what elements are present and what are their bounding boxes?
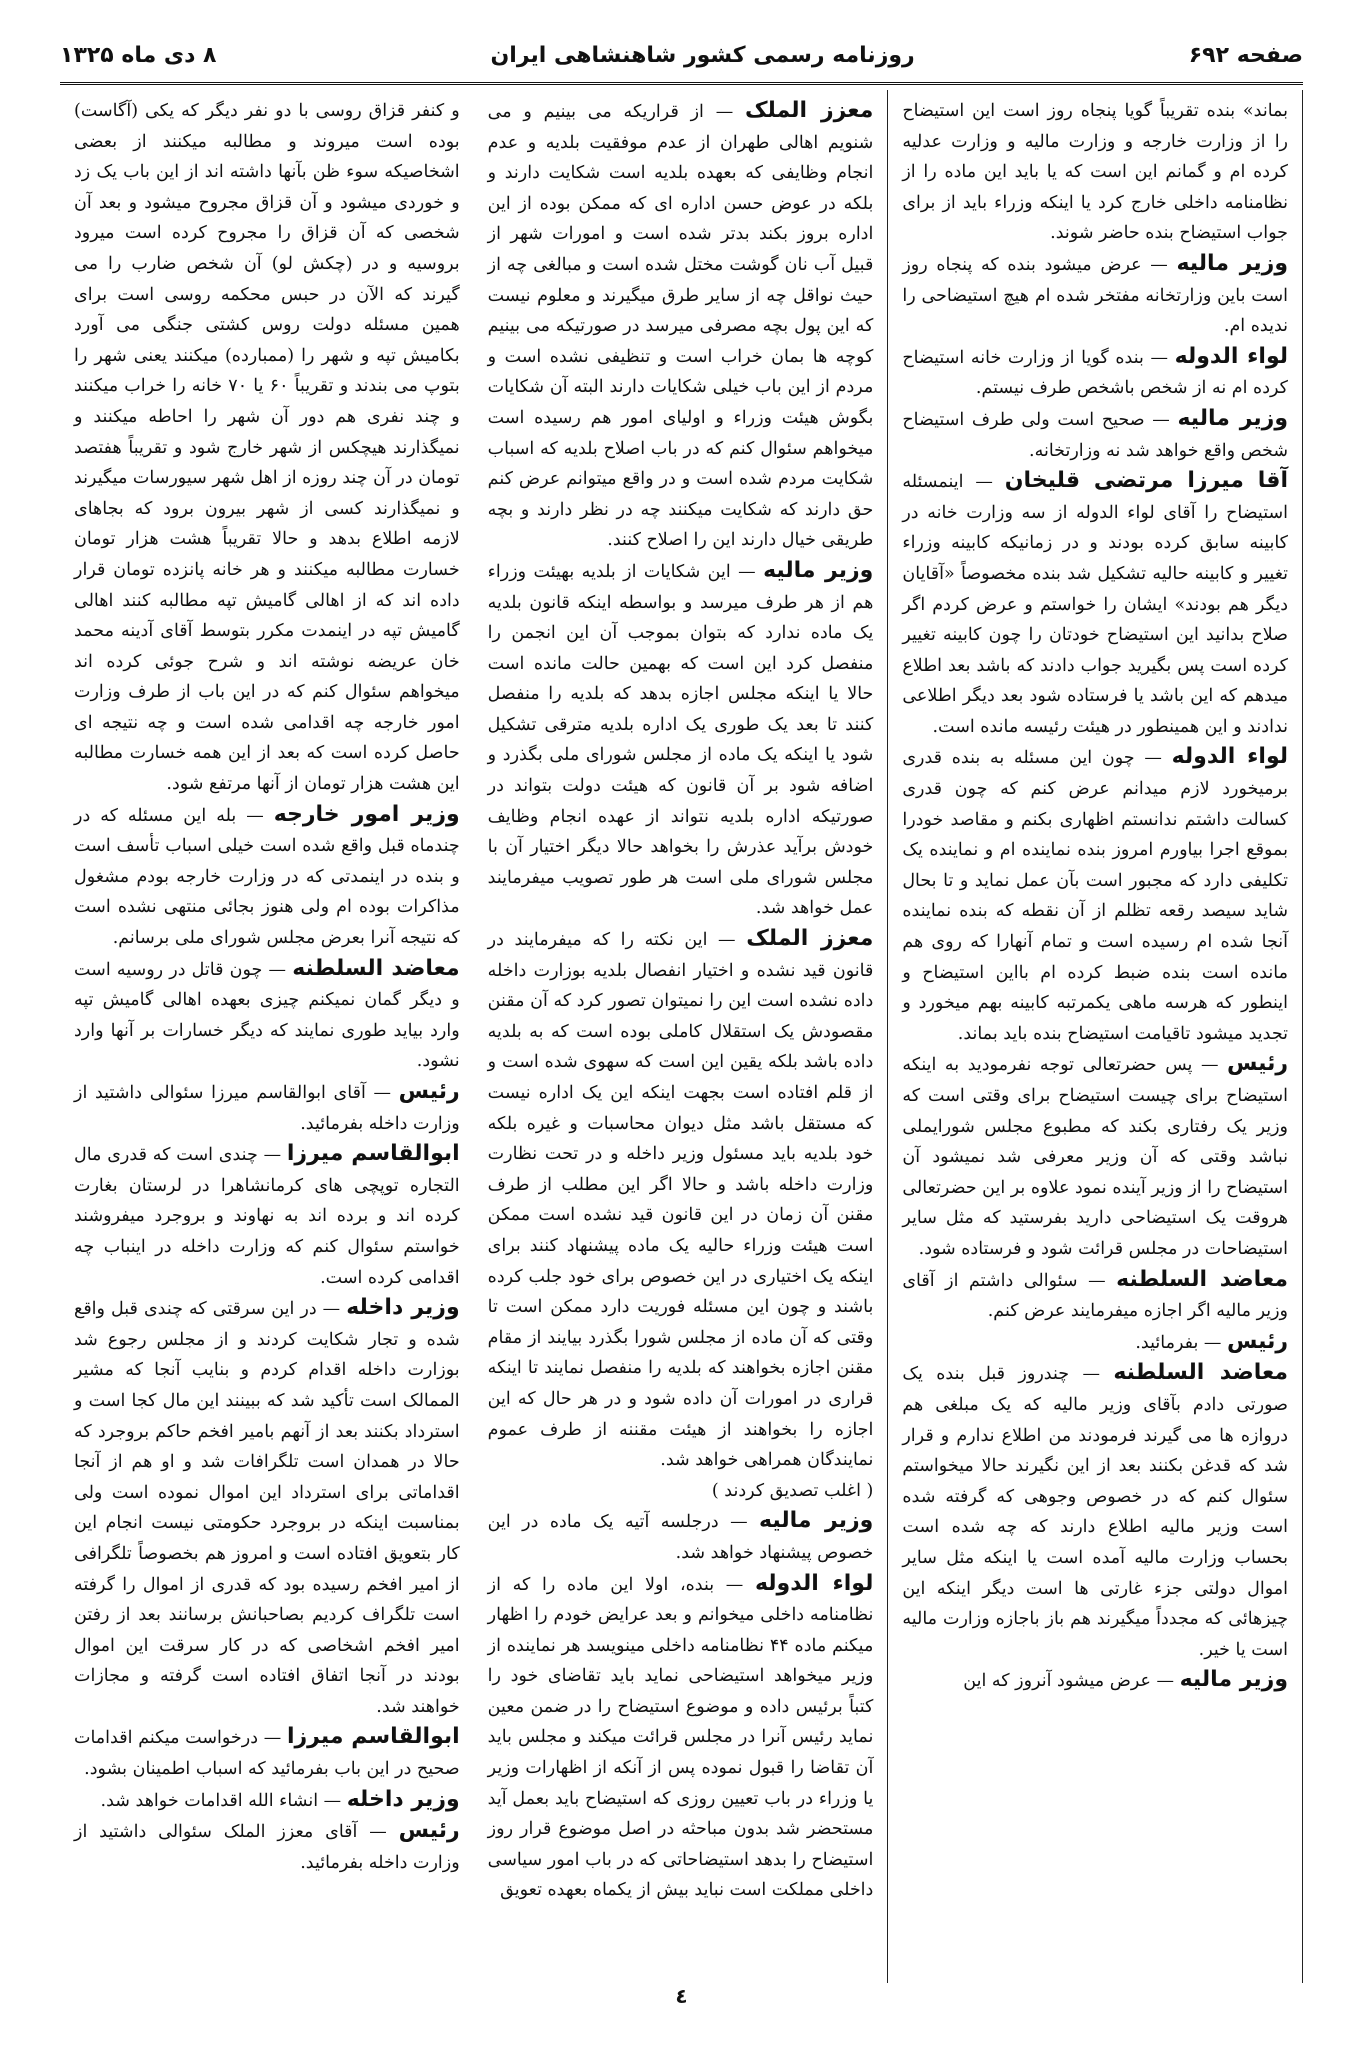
speaker-name: وزیر مالیه [759,1508,874,1534]
paragraph [74,1293,460,1722]
page-header [60,30,1303,80]
paragraph-text: ( اغلب تصدیق کردند ) [711,1480,874,1501]
column-middle [474,90,889,1983]
paragraph [488,1569,874,1907]
paragraph [74,1816,460,1878]
paragraph [902,1049,1288,1264]
speaker-name: وزیر داخله [346,1786,460,1812]
paragraph [74,96,460,800]
speaker-name: لواء الدوله [1171,744,1289,770]
issue-date: ۸ دی ماه ۱۳۲۵ [60,42,217,68]
speaker-name: وزیر امور خارجه [273,801,460,827]
paragraph-text: — سئوالی داشتم از آقای وزیر مالیه اگر اجازه میفرمایند عرض کنم. [902,1270,1289,1322]
paragraph-text: — آقای معزز الملک سئوالی داشتید از وزارت داخله بفرمائید. [74,1822,460,1873]
paragraph [902,466,1288,742]
paragraph-text: — چون قاتل در روسیه است و دیگر گمان نمیکنم چیزی بعهده اهالی گامیش تپه وارد بیاید طوری نمایند که دیگر خسارات بر آنها وارد نشود. [74,959,460,1072]
paragraph [902,342,1288,404]
paragraph-text: — این شکایات از بلدیه بهیئت وزراء هم از هر طرف میرسد و بواسطه اینکه قانون بلدیه یک ماده ندارد که بتوان بموجب آن این انجمن را منفصل کرد این است که بهمین حالت مانده است حالا یا اینکه مجلس اجازه بدهد که بلدیه را منفصل کنند تا بعد یک طوری یک اداره بلدیه مترقی تشکیل شود یا اینکه یک ماده از مجلس شورای ملی بگذرد و اضافه شود بر آن قانون که هیئت دولت بتواند در صورتیکه اداره بلدیه نتواند از عهده انجام وظایف خودش برآید عذرش را بخواهد حالا دیگر اختیار آن با مجلس شورای ملی است هر طور تصویب میفرمایند عمل خواهد شد. [487,561,874,919]
paragraph [902,404,1288,466]
speaker-name: رئیس [398,1818,460,1844]
speaker-name: رئیس [398,1079,460,1104]
page-number-label: صفحه ۶۹۲ [1188,42,1303,68]
paragraph [74,1785,460,1817]
paragraph-text: و کنفر قزاق روسی با دو نفر دیگر که یکی (آگاست) بوده است میروند و مطالبه میکنند از بعضی اشخاصیکه سوء ظن بآنها داشته اند از این باب یک زد و خوردی میشود و آن قزاق مجروح میشود و بعد آن شخصی که آن قزاق را مجروح کرده است میرود بروسیه و در (چکش لو) آن شخص ضارب را می گیرند که الآن در حبس محکمه روسی است برای همین مسئله دولت روس کشتی جنگی می آورد بکامیش تپه و شهر را (ممبارده) میکنند یعنی شهر را بتوپ می بندند و تقریباً ۶۰ یا ۷۰ خانه را خراب میکنند و چند نفری هم دور آن شهر را احاطه میکنند و نمیگذارند هیچکس از شهر خارج شود و تقریباً هفتصد تومان در آن چند روزه از اهل شهر سیورسات میگیرند و نمیگذارند کسی از شهر بیرون برود که بجاهای لازمه اطلاع بدهد و حالا تقریباً هشت هزار تومان خسارت مطالبه میکنند و هر خانه پانزده تومان قرار داده اند که از اهالی گامیش تپه مطالبه کنند اهالی گامیش تپه در اینمدت مکرر بتوسط آقای آدینه محمد خان عریضه نوشته اند و شرح جوئی کرده اند میخواهم سئوال کنم که در این باب از طرف وزارت امور خارجه چه اقدامی شده است و چه نتیجه ای حاصل کرده است که بعد از این همه خسارت مطالبه این هشت هزار تومان از آنها مرتفع شود. [74,101,460,795]
paragraph [74,800,460,954]
speaker-name: معاضد السلطنه [292,955,460,981]
columns [60,90,1303,1983]
speaker-name: لواء الدوله [754,1570,874,1596]
speaker-name: معزز الملک [745,98,874,123]
speaker-name: آقا میرزا مرتضی قلیخان [1004,468,1288,494]
paragraph-text: — عرض میشود آنروز که این [963,1671,1175,1692]
paragraph-text: — بفرمائید. [1135,1332,1222,1353]
speaker-name: لواء الدوله [1174,343,1288,369]
paragraph-text: — انشاء الله اقدامات خواهد شد. [100,1790,342,1811]
speaker-name: ابوالقاسم میرزا [286,1141,460,1167]
paragraph [488,1476,874,1507]
paragraph [902,1358,1288,1665]
paragraph-text: — بله این مسئله که در چندماه قبل واقع شده است خیلی اسباب تأسف است و بنده در اینمدتی که در وزارت خارجه بودم مشغول مذاکرات بوده ام ولی هنوز بجائی منتهی نشده است که نتیجه آنرا بعرض مجلس شورای ملی برسانم. [74,805,460,949]
speaker-name: رئیس [1227,1051,1289,1077]
paragraph [74,1722,460,1784]
paragraph [488,924,874,1476]
paragraph-text: — بنده، اولا این ماده را که از نظامنامه داخلی میخوانم و بعد عرایض خودم را اظهار میکنم ماده ۴۴ نظامنامه داخلی مینویسد هر نماینده از وزیر میخواهد استیضاحی نماید باید تقاضای خود را کتباً برئیس داده و موضوع استیضاح را در ضمن معین نماید رئیس آنرا در مجلس قرائت میکند و مجلس باید آن تقاضا را قبول نموده پس از آنکه از اظهارات وزیر یا وزراء در باب تعیین روزی که استیضاح باید بعمل آید مستحضر شد بدون مباحثه در اصل موضوع قرار روز استیضاح را بدهد استیضاحاتی که در باب امور سیاسی داخلی مملکت است نباید بیش از یکماه بعهده تعویق [487,1574,874,1901]
paragraph [902,1265,1288,1327]
paragraph-text: — عرض میشود بنده که پنجاه روز است باین وزارتخانه مفتخر شده ام هیچ استیضاحی را ندیده ام. [902,254,1289,337]
paragraph-text: — چندروز قبل بنده یک صورتی دادم بآقای وزیر مالیه که یک مبلغی هم دروازه ها می گیرند فرمودند من اطلاع ندارم و قرار شد که قدغن بکنند بعد از این نگیرند حالا میخواستم سئوال کنم که در خصوص وجوهی که گرفته شده است وزیر مالیه اطلاع دارند که چه شده است بحساب وزارت مالیه آمده است یا اینکه مثل سایر اموال دولتی جزء غارتی ها است دیگر اینکه این چیزهائی که مجدداً میگیرند هم باز باجازه وزارت مالیه است یا خیر. [902,1364,1289,1660]
header-rule [60,82,1303,85]
paragraph-text: — بنده گویا از وزارت خانه استیضاح کرده ام نه از شخص باشخص طرف نیستم. [902,347,1289,399]
paragraph [74,1077,460,1139]
paragraph [902,742,1288,1049]
paragraph [902,249,1288,342]
speaker-name: وزیر داخله [346,1295,460,1321]
paragraph-text: — آقای ابوالقاسم میرزا سئوالی داشتید از وزارت داخله بفرمائید. [74,1083,460,1134]
paragraph-text: — از قراریکه می بینیم و می شنویم اهالی طهران از عدم موفقیت بلدیه و عدم انجام وظایفی که بعهده بلدیه است شکایت دارند و بلکه در عوض حسن اداره ای که ممکن بوده از این اداره بروز بکند بدتر شده است و امورات شهر از قبیل آب نان گوشت مختل شده است و مبالغی چه از حیث نواقل چه از سایر طرق میگیرند و معلوم نیست که این پول بچه مصرفی میرسد در صورتیکه می بینیم کوچه ها بمان خراب است و تنظیفی نشده است و مردم از این باب خیلی شکایات دارند البته آن شکایات بگوش هیئت وزراء و اولیای امور هم رسیده است میخواهم سئوال کنم که در باب اصلاح بلدیه که اسباب شکایت مردم شده است و در واقع میتوانم عرض کنم حق دارند که شکایت میکنند چه در نظر دارند و بچه طریقی خیال دارند این را اصلاح کنند. [487,102,874,551]
paragraph [488,556,874,924]
paragraph-text: — اینمسئله استیضاح را آقای لواء الدوله از سه وزارت خانه در کابینه سابق کرده بودند و در زمانیکه کابینه وزراء تغییر و کابینه حالیه تشکیل شد بنده مخصوصاً «آقایان دیگر هم بودند» ایشان را خواستم و عرض کردم اگر صلاح بدانید این استیضاح خودتان را چون کابینه تغییر کرده است پس بگیرید جواب دادند که باشد بعد اطلاع میدهم که این باشد یا فرستاده شود بعد دیگر اطلاعی ندادند و این همینطور در هیئت رئیسه مانده است. [902,472,1289,737]
speaker-name: رئیس [1227,1328,1289,1354]
speaker-name: وزیر مالیه [1176,250,1288,276]
paragraph-text: بماند» بنده تقریباً گویا پنجاه روز است این استیضاح را از وزارت خارجه و وزارت مالیه و وزارت عدلیه کرده ام و گمانم این است که یا باید این ماده را از نظامنامه داخلی خارج کرد یا اینکه وزراء باید از برای جواب استیضاح بنده حاضر شوند. [902,101,1289,244]
paragraph [902,1327,1288,1359]
paragraph [902,1665,1288,1697]
newspaper-title: روزنامه رسمی کشور شاهنشاهی ایران [490,42,915,68]
paragraph [74,1139,460,1293]
paragraph [74,954,460,1077]
speaker-name: وزیر مالیه [1179,1667,1289,1693]
paragraph-text: — درجلسه آتیه یک ماده در این خصوص پیشنهاد خواهد شد. [487,1512,874,1563]
paragraph [488,1506,874,1568]
paragraph-text: — پس حضرتعالی توجه نفرمودید به اینکه استیضاح برای چیست استیضاح برای وقتی است که وزیر یک رفتاری بکند که مطبوع مجلس شورایملی نباشد وقتی که آن وزیر معرفی شد نمیشود آن استیضاح را از وزیر آینده نمود علاوه بر این حضرتعالی هروقت یک استیضاحی دارید بفرستید که مثل سایر استیضاحات در مجلس قرائت شود و فرستاده شود. [902,1055,1289,1259]
speaker-name: وزیر مالیه [1177,405,1288,431]
paragraph-text: — چندی است که قدری مال التجاره توپچی های کرمانشاهرا در لرستان بغارت کرده اند و برده اند به نهاوند و بروجرد میفروشند خواستم سئوال کنم که وزارت داخله در اینباب چه اقدامی کرده است. [74,1145,460,1288]
column-left [888,90,1303,1983]
speaker-name: ابوالقاسم میرزا [286,1724,460,1750]
paragraph-text: — این نکته را که میفرمایند در قانون قید نشده و اختیار انفصال بلدیه بوزارت داخله داده نشده است این را نمیتوان تصور کرد که آن مقنن مقصودش یک استقلال کاملی بوده است که به بلدیه داده باشد بلکه یقین این است که سهوی شده است و از قلم افتاده است بجهت اینکه این یک اداره نیست که مستقل باشد مثل دیوان محاسبات و غیره بلکه خود بلدیه باید مسئول وزیر داخله و در تحت نظارت وزارت داخله باشد و حالا اگر این مطلب از طرف مقنن آن زمان در این قانون قید نشده است ممکن است هیئت وزراء حالیه یک ماده پیشنهاد کنند برای اینکه یک اختیاری در این خصوص برای خود جلب کرده باشند و چون این مسئله فوریت دارد ممکن است تا وقتی که آن ماده از مجلس شورا بگذرد بیایند از مقام مقنن اجازه بخواهند که بلدیه را منفصل نمایند تا اینکه قراری در امورات آن داده شود و در هر حال که این اجازه را بخواهند از هیئت مقننه از طرف عموم نمایندگان همراهی خواهد شد. [487,930,874,1471]
paragraph-text: — چون این مسئله به بنده قدری برمیخورد لازم میدانم عرض کنم که چون قدری کسالت داشتم ندانستم اظهاری بکنم و مقاصد خودرا بموقع اجرا بیاورم امروز بنده نماینده ام و نماینده یک تکلیفی دارد که مجبور است بآن عمل نماید و تا بحال شاید سیصد رقعه تظلم از آن نقطه که بنده نماینده آنجا شده ام رسیده است و تمام آنهارا که روی هم مانده است بنده ضبط کرده ام بااین استیضاح و اینطور که هرسه ماهی یکمرتبه کابینه بهم میخورد و تجدید میشود تاقیامت استیضاح بنده باید بماند. [902,748,1289,1044]
speaker-name: معاضد السلطنه [1113,1360,1289,1386]
speaker-name: معزز الملک [746,926,874,952]
speaker-name: معاضد السلطنه [1116,1266,1288,1292]
column-right [60,90,474,1983]
page-folio: ٤ [675,1984,688,2008]
paragraph [488,96,874,556]
speaker-name: وزیر مالیه [763,557,874,583]
paragraph [902,96,1288,249]
paragraph-text: — در این سرقتی که چندی قبل واقع شده و تجار شکایت کردند و از مجلس رجوع شد بوزارت داخله اقدام کردم و بنایب آنجا که مشیر الممالک است تأکید شد که ببینند این مال کجا است و استرداد بکنند بعد از آنهم بامیر افخم حاکم بروجرد که حالا در همدان است تلگرافات شد و او هم از آنجا اقداماتی برای استرداد این اموال نموده است ولی بمناسبت اینکه در بروجرد حکومتی نیست انجام این کار بتعویق افتاده است و امروز هم بخصوصاً تلگرافی از امیر افخم رسیده بود که قدری از اموال را گرفته است تلگراف کردیم بصاحبانش برسانند بعد از رفتن امیر افخم اشخاصی که در کار سرقت این اموال بودند در آنجا اتفاق افتاده است گرفته و مجازات خواهند شد. [74,1299,460,1717]
paragraph-text: — صحیح است ولی طرف استیضاح شخص واقع خواهد شد نه وزارتخانه. [902,409,1289,461]
paragraph-text: — درخواست میکنم اقدامات صحیح در این باب بفرمائید که اسباب اطمینان بشود. [74,1728,460,1780]
